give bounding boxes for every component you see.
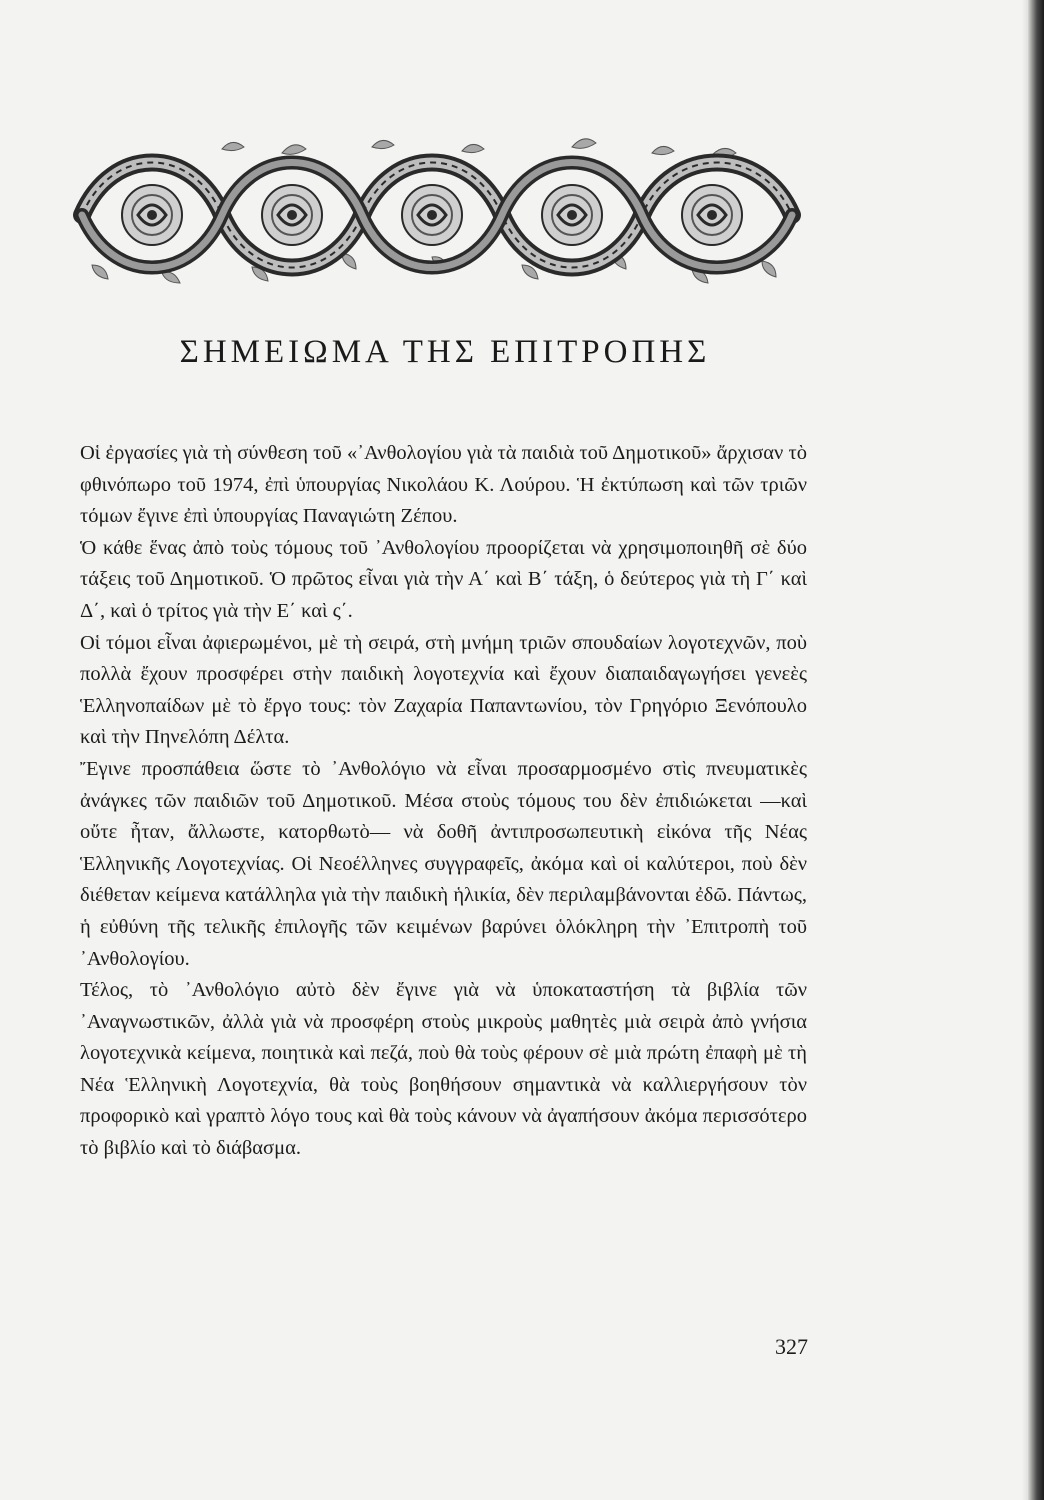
- paragraph: Ἔγινε προσπάθεια ὥστε τὸ ᾿Ανθολόγιο νὰ εἶναι προσαρμοσμένο στὶς πνευματικὲς ἀνάγκες τῶν παιδιῶν τοῦ Δημοτικοῦ. Μέσα στοὺς τόμους του δὲν ἐπιδιώκεται —καὶ οὔτε ἦταν, ἄλλωστε, κατορθωτὸ— νὰ δοθῆ ἀντιπροσωπευτικὴ εἰκόνα τῆς Νέας Ἑλληνικῆς Λογοτεχνίας. Οἱ Νεοέλληνες συγγραφεῖς, ἀκόμα καὶ οἱ καλύτεροι, ποὺ δὲν διέθεταν κείμενα κατάλληλα γιὰ τὴν παιδικὴ ἡλικία, δὲν περιλαμβάνονται ἐδῶ. Πάντως, ἡ εὐθύνη τῆς τελικῆς ἐπιλογῆς τῶν κειμένων βαρύνει ὁλόκληρη τὴν ᾿Επιτροπὴ τοῦ ᾿Ανθολογίου.: [80, 757, 807, 970]
- body-text: [80, 438, 807, 1165]
- page-title: ΣΗΜΕΙΩΜΑ ΤΗΣ ΕΠΙΤΡΟΠΗΣ: [179, 334, 711, 370]
- paragraph: Τέλος, τὸ ᾿Ανθολόγιο αὐτὸ δὲν ἔγινε γιὰ νὰ ὑποκαταστήση τὰ βιβλία τῶν ᾿Αναγνωστικῶν, ἀλλὰ γιὰ νὰ προσφέρη στοὺς μικροὺς μαθητὲς μιὰ σειρὰ ἀπὸ γνήσια λογοτεχνικὰ κείμενα, ποιητικὰ καὶ πεζά, ποὺ θὰ τοὺς φέρουν σὲ μιὰ πρώτη ἐπαφὴ μὲ τὴ Νέα Ἑλληνικὴ Λογοτεχνία, θὰ τοὺς βοηθήσουν σημαντικὰ νὰ καλλιεργήσουν τὸν προφορικὸ καὶ γραπτὸ λόγο τους καὶ θὰ τοὺς κάνουν νὰ ἀγαπήσουν ἀκόμα περισσότερο τὸ βιβλίο καὶ τὸ διάβασμα.: [80, 979, 807, 1160]
- paragraph: Οἱ τόμοι εἶναι ἀφιερωμένοι, μὲ τὴ σειρά, στὴ μνήμη τριῶν σπουδαίων λογοτεχνῶν, ποὺ πολλὰ ἔχουν προσφέρει στὴν παιδικὴ λογοτεχνία καὶ ἔχουν διαπαιδαγωγήσει γενεὲς Ἑλληνοπαίδων μὲ τὸ ἔργο τους: τὸν Ζαχαρία Παπαντωνίου, τὸν Γρηγόριο Ξενόπουλο καὶ τὴν Πηνελόπη Δέλτα.: [80, 631, 807, 749]
- paragraph: Ὁ κάθε ἕνας ἀπὸ τοὺς τόμους τοῦ ᾿Ανθολογίου προορίζεται νὰ χρησιμοποιηθῆ σὲ δύο τάξεις τοῦ Δημοτικοῦ. Ὁ πρῶτος εἶναι γιὰ τὴν Α΄ καὶ Β΄ τάξη, ὁ δεύτερος γιὰ τὴ Γ΄ καὶ Δ΄, καὶ ὁ τρίτος γιὰ τὴν Ε΄ καὶ ς΄.: [80, 536, 807, 622]
- page-number: 327: [775, 1334, 808, 1359]
- scroll-ornament-icon: [72, 135, 802, 295]
- paragraph: Οἱ ἐργασίες γιὰ τὴ σύνθεση τοῦ «᾿Ανθολογίου γιὰ τὰ παιδιὰ τοῦ Δημοτικοῦ» ἄρχισαν τὸ φθινόπωρο τοῦ 1974, ἐπὶ ὑπουργίας Νικολάου Κ. Λούρου. Ἡ ἐκτύπωση καὶ τῶν τριῶν τόμων ἔγινε ἐπὶ ὑπουργίας Παναγιώτη Ζέπου.: [80, 442, 807, 528]
- page-edge: [1028, 0, 1044, 1500]
